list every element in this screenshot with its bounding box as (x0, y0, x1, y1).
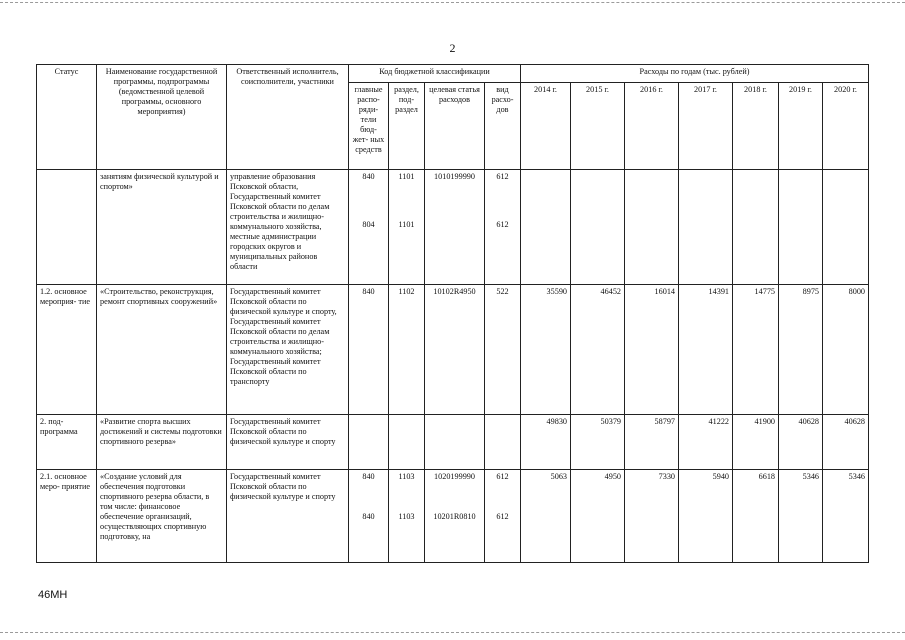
value-2018: 14775 (733, 285, 779, 415)
value-2015: 50379 (571, 415, 625, 470)
value-2016: 16014 (625, 285, 679, 415)
grbs-value: 840 (362, 472, 375, 481)
row-target (425, 470, 485, 563)
row-type (485, 170, 521, 285)
value-2020: 5346 (823, 470, 869, 563)
section-value: 1103 (398, 472, 415, 481)
row-status: 2. под- программа (37, 415, 97, 470)
value-2017: 41222 (679, 415, 733, 470)
type-value: 612 (496, 512, 509, 521)
value-2017: 5940 (679, 470, 733, 563)
value-2019: 40628 (779, 415, 823, 470)
value-2014 (521, 170, 571, 285)
value-2016: 58797 (625, 415, 679, 470)
header-executor: Ответственный исполнитель, соисполнители, участники (227, 65, 349, 170)
header-year-2018: 2018 г. (733, 82, 779, 170)
value-2014: 49830 (521, 415, 571, 470)
section-value: 1103 (398, 512, 415, 521)
row-name: «Развитие спорта высших достижений и системы подготовки спортивного резерва» (97, 415, 227, 470)
grbs-value (349, 415, 389, 470)
header-row-1 (37, 65, 869, 83)
row-executor: Государственный комитет Псковской области по физической культуре и спорту (227, 470, 349, 563)
row-name: «Создание условий для обеспечения подготовки спортивного резерва области, в том числе: финансовое обеспечение организаций, осуществляющих спортивную подготовку, на (97, 470, 227, 563)
value-2014: 35590 (521, 285, 571, 415)
target-value: 1010199990 (434, 172, 475, 181)
table-row (37, 415, 869, 470)
row-status (37, 170, 97, 285)
page-number: 2 (449, 41, 456, 55)
header-type: вид расхо- дов (485, 82, 521, 170)
header-year-2017: 2017 г. (679, 82, 733, 170)
row-name: занятиям физической культурой и спортом» (97, 170, 227, 285)
type-value: 612 (496, 172, 509, 181)
header-year-2014: 2014 г. (521, 82, 571, 170)
header-year-2016: 2016 г. (625, 82, 679, 170)
grbs-value: 804 (362, 220, 375, 229)
document-code: 46MH (38, 589, 68, 601)
table-row (37, 470, 869, 563)
section-value: 1102 (389, 285, 425, 415)
grbs-value: 840 (362, 512, 375, 521)
header-expenses: Расходы по годам (тыс. рублей) (521, 65, 869, 83)
type-value (485, 415, 521, 470)
row-section (389, 470, 425, 563)
row-executor: Государственный комитет Псковской области по физической культуре и спорту, Государственный комитет Псковской области по делам строительства и жилищно-коммунального хозяйства; Государственный комитет Псковской области по транспорту (227, 285, 349, 415)
section-value: 1101 (398, 172, 415, 181)
row-type (485, 470, 521, 563)
value-2017 (679, 170, 733, 285)
row-status: 1.2. основное мероприя- тие (37, 285, 97, 415)
header-year-2020: 2020 г. (823, 82, 869, 170)
header-section: раздел, под- раздел (389, 82, 425, 170)
value-2020 (823, 170, 869, 285)
row-status: 2.1. основное меро- приятие (37, 470, 97, 563)
header-budget-code: Код бюджетной классификации (349, 65, 521, 83)
value-2019: 5346 (779, 470, 823, 563)
value-2015: 46452 (571, 285, 625, 415)
value-2020: 40628 (823, 415, 869, 470)
value-2019: 8975 (779, 285, 823, 415)
budget-table (36, 64, 869, 563)
target-value (425, 415, 485, 470)
type-value: 612 (496, 472, 509, 481)
value-2015 (571, 170, 625, 285)
grbs-value: 840 (349, 285, 389, 415)
header-status: Статус (37, 65, 97, 170)
section-value: 1101 (398, 220, 415, 229)
header-target: целевая статья расходов (425, 82, 485, 170)
type-value: 612 (496, 220, 509, 229)
scan-edge-bottom (0, 632, 905, 634)
row-target (425, 170, 485, 285)
target-value: 10102R4950 (425, 285, 485, 415)
value-2020: 8000 (823, 285, 869, 415)
section-value (389, 415, 425, 470)
row-name: «Строительство, реконструкция, ремонт спортивных сооружений» (97, 285, 227, 415)
row-executor: управление образования Псковской области, Государственный комитет Псковской области по делам строительства и жилищно-коммунального хозяйства, местные администрации городских округов и муниципальных районов области (227, 170, 349, 285)
row-grbs (349, 470, 389, 563)
value-2018: 6618 (733, 470, 779, 563)
value-2015: 4950 (571, 470, 625, 563)
header-year-2019: 2019 г. (779, 82, 823, 170)
table-row (37, 170, 869, 285)
target-value: 10201R0810 (433, 512, 476, 521)
value-2019 (779, 170, 823, 285)
row-grbs (349, 170, 389, 285)
row-executor: Государственный комитет Псковской области по физической культуре и спорту (227, 415, 349, 470)
table-row (37, 285, 869, 415)
type-value: 522 (485, 285, 521, 415)
value-2017: 14391 (679, 285, 733, 415)
scan-edge-top (0, 2, 905, 4)
header-grbs: главные распо- ряди- тели бюд- жет- ных средств (349, 82, 389, 170)
row-section (389, 170, 425, 285)
value-2018 (733, 170, 779, 285)
value-2016 (625, 170, 679, 285)
header-year-2015: 2015 г. (571, 82, 625, 170)
value-2016: 7330 (625, 470, 679, 563)
value-2014: 5063 (521, 470, 571, 563)
value-2018: 41900 (733, 415, 779, 470)
grbs-value: 840 (362, 172, 375, 181)
target-value: 1020199990 (434, 472, 475, 481)
header-name: Наименование государственной программы, подпрограммы (ведомственной целевой программы, основного мероприятия) (97, 65, 227, 170)
